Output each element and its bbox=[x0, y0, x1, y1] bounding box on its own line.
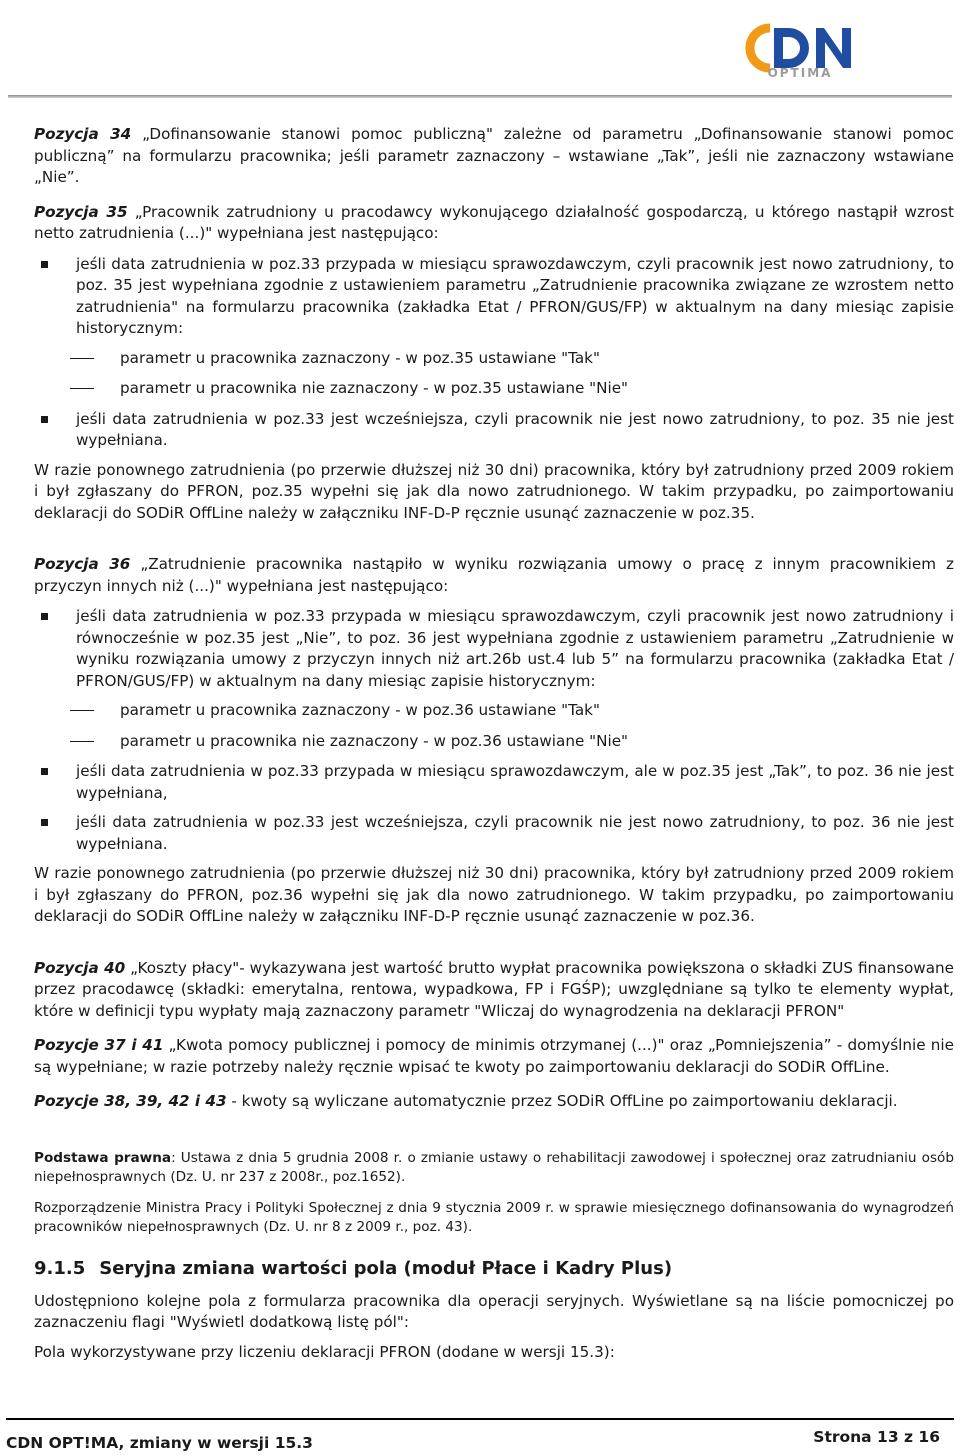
list-item-text: parametr u pracownika zaznaczony - w poz.35 ustawiane "Tak" bbox=[120, 348, 600, 367]
list-item bbox=[76, 409, 954, 452]
pozycja-36-note: W razie ponownego zatrudnienia (po przerwie dłuższej niż 30 dni) pracownika, który był zatrudniony przed 2009 rokiem i był zgłaszany do PFRON, poz.36 wypełni się jak dla nowo zatrudnionego. W takim przypadku, po zaimportowaniu deklaracji do SODiR OffLine należy w załączniku INF-D-P ręcznie usunąć zaznaczenie w poz.36. bbox=[34, 864, 954, 925]
pozycja-35-sublist bbox=[34, 348, 954, 400]
list-item-text: parametr u pracownika nie zaznaczony - w poz.35 ustawiane "Nie" bbox=[120, 379, 629, 397]
pozycja-36-text: „Zatrudnienie pracownika nastąpiło w wyniku rozwiązania umowy o pracę z innym pracownikiem z przyczyn innych niż (...)" wypełniana jest następująco: bbox=[34, 555, 954, 595]
footer-title: CDN OPT!MA, zmiany w wersji 15.3 bbox=[6, 1434, 313, 1452]
pozycja-36-label: Pozycja 36 bbox=[34, 555, 131, 573]
pozycja-35-text: „Pracownik zatrudniony u pracodawcy wykonującego działalność gospodarczą, u którego nastąpił wzrost netto zatrudnienia (...)" wypełniana jest następująco: bbox=[34, 202, 955, 242]
list-item-text: jeśli data zatrudnienia w poz.33 jest wcześniejsza, czyli pracownik nie jest nowo zatrudniony, to poz. 35 nie jest wypełniana. bbox=[76, 409, 954, 449]
dash-bullet-icon bbox=[70, 741, 94, 742]
dash-bullet-icon bbox=[70, 710, 94, 711]
pozycja-40-text: „Koszty płacy"- wykazywana jest wartość brutto wypłat pracownika powiększona o składki ZUS finansowane przez pracodawcę (składki: emerytalna, rentowa, wypadkowa, FP i FGŚP); uwzględniane są tylko te elementy wypłat, które w definicji typu wypłaty mają zaznaczony parametr "Wliczaj do wynagrodzenia na deklaracji PFRON" bbox=[34, 958, 954, 1020]
pozycja-35-label: Pozycja 35 bbox=[34, 202, 128, 221]
list-item-text: jeśli data zatrudnienia w poz.33 przypada w miesiącu sprawozdawczym, czyli pracownik jest nowo zatrudniony i równocześnie w poz.35 jest „Nie”, to poz. 36 jest wypełniana zgodnie z ustawieniem parametru „Zatrudnienie w wyniku rozwiązania umowy z przyczyn innych niż art.26b ust.4 lub 5” na formularzu pracownika (zakładka Etat / PFRON/GUS/FP) w aktualnym na dany miesiąc zapisie historycznym: bbox=[76, 607, 954, 690]
legal-basis-paragraph bbox=[34, 1149, 954, 1187]
section-paragraph-1: Udostępniono kolejne pola z formularza pracownika dla operacji seryjnych. Wyświetlane są na liście pomocniczej po zaznaczeniu flagi "Wyświetl dodatkową listę pól": bbox=[34, 1291, 954, 1331]
list-item-text: jeśli data zatrudnienia w poz.33 jest wcześniejsza, czyli pracownik nie jest nowo zatrudniony, to poz. 36 nie jest wypełniana. bbox=[76, 813, 954, 853]
square-bullet-icon bbox=[41, 613, 48, 620]
section-paragraph-2: Pola wykorzystywane przy liczeniu deklaracji PFRON (dodane w wersji 15.3): bbox=[34, 1342, 615, 1361]
pozycja-40-paragraph bbox=[34, 958, 954, 1023]
cdn-optima-logo bbox=[740, 14, 860, 86]
section-heading bbox=[34, 1257, 954, 1281]
list-item bbox=[120, 378, 954, 400]
dash-bullet-icon bbox=[70, 388, 94, 389]
list-item-text: jeśli data zatrudnienia w poz.33 przypada w miesiącu sprawozdawczym, czyli pracownik jest nowo zatrudniony, to poz. 35 jest wypełniana zgodnie z ustawieniem parametru „Zatrudnienie pracownika związane ze wzrostem netto zatrudnienia" na formularzu pracownika (zakładka Etat / PFRON/GUS/FP) w aktualnym na dany miesiąc zapisie historycznym: bbox=[76, 254, 954, 337]
section-number: 9.1.5 bbox=[34, 1257, 86, 1279]
list-item bbox=[120, 731, 954, 753]
pozycje-38-43-text: - kwoty są wyliczane automatycznie przez SODiR OffLine po zaimportowaniu deklaracji. bbox=[226, 1092, 898, 1110]
pozycja-36-sublist bbox=[34, 700, 954, 752]
pozycje-38-43-label: Pozycje 38, 39, 42 i 43 bbox=[34, 1092, 227, 1110]
legal-basis-label: Podstawa prawna bbox=[34, 1149, 172, 1166]
pozycja-35-list bbox=[34, 254, 954, 340]
pozycja-35-list-2 bbox=[34, 409, 954, 452]
pozycja-36-list-2 bbox=[34, 761, 954, 855]
list-item-text: parametr u pracownika nie zaznaczony - w poz.36 ustawiane "Nie" bbox=[120, 731, 629, 750]
list-item-text: parametr u pracownika zaznaczony - w poz.36 ustawiane "Tak" bbox=[120, 701, 600, 719]
section-title: Seryjna zmiana wartości pola (moduł Płace i Kadry Plus) bbox=[99, 1257, 673, 1279]
list-item bbox=[120, 348, 954, 370]
page-number: Strona 13 z 16 bbox=[813, 1428, 940, 1446]
footer-divider bbox=[6, 1418, 954, 1420]
pozycja-40-label: Pozycja 40 bbox=[34, 958, 126, 977]
pozycje-37-41-label: Pozycje 37 i 41 bbox=[34, 1036, 164, 1054]
list-item bbox=[76, 254, 954, 340]
pozycja-34-paragraph bbox=[34, 124, 954, 189]
list-item bbox=[76, 606, 954, 692]
pozycja-36-list bbox=[34, 606, 954, 692]
square-bullet-icon bbox=[41, 819, 48, 826]
square-bullet-icon bbox=[41, 768, 48, 775]
pozycje-37-41-text: „Kwota pomocy publicznej i pomocy de minimis otrzymanej (...)" oraz „Pomniejszenia” - domyślnie nie są wypełniane; w razie potrzeby należy ręcznie wpisać te kwoty po zaimportowaniu deklaracji do SODiR OffLine. bbox=[34, 1036, 954, 1076]
page-footer bbox=[0, 1418, 960, 1455]
list-item-text: jeśli data zatrudnienia w poz.33 przypada w miesiącu sprawozdawczym, ale w poz.35 jest „Tak”, to poz. 36 nie jest wypełniana, bbox=[76, 762, 954, 802]
pozycja-36-paragraph bbox=[34, 554, 954, 597]
header-divider bbox=[8, 95, 952, 98]
list-item bbox=[76, 812, 954, 855]
dash-bullet-icon bbox=[70, 358, 94, 359]
list-item bbox=[76, 761, 954, 804]
pozycja-34-label: Pozycja 34 bbox=[34, 125, 132, 143]
pozycja-34-text: „Dofinansowanie stanowi pomoc publiczną" zależne od parametru „Dofinansowanie stanowi pomoc publiczną” na formularzu pracownika; jeśli parametr zaznaczony – wstawiane „Tak”, jeśli nie zaznaczony wstawiane „Nie”. bbox=[34, 125, 954, 186]
pozycja-35-note: W razie ponownego zatrudnienia (po przerwie dłuższej niż 30 dni) pracownika, który był zatrudniony przed 2009 rokiem i był zgłaszany do PFRON, poz.35 wypełni się jak dla nowo zatrudnionego. W takim przypadku, po zaimportowaniu deklaracji do SODiR OffLine należy w załączniku INF-D-P ręcznie usunąć zaznaczenie w poz.35. bbox=[34, 460, 954, 522]
pozycja-35-paragraph bbox=[34, 202, 954, 245]
logo-subtitle: OPTIMA bbox=[767, 66, 833, 80]
pozycje-37-41-paragraph bbox=[34, 1035, 954, 1078]
legal-regulation-paragraph: Rozporządzenie Ministra Pracy i Polityki Społecznej z dnia 9 stycznia 2009 r. w sprawie miesięcznego dofinansowania do wynagrodzeń pracowników niepełnosprawnych (Dz. U. nr 8 z 2009 r., poz. 43). bbox=[34, 1199, 954, 1235]
page-header bbox=[0, 0, 960, 100]
square-bullet-icon bbox=[41, 416, 48, 423]
legal-basis-text: : Ustawa z dnia 5 grudnia 2008 r. o zmianie ustawy o rehabilitacji zawodowej i społecznej oraz zatrudnianiu osób niepełnosprawnych (Dz. U. nr 237 z 2008r., poz.1652). bbox=[34, 1149, 954, 1185]
document-body bbox=[34, 124, 954, 1363]
list-item bbox=[120, 700, 954, 722]
pozycje-38-43-paragraph bbox=[34, 1091, 954, 1113]
square-bullet-icon bbox=[41, 261, 48, 268]
